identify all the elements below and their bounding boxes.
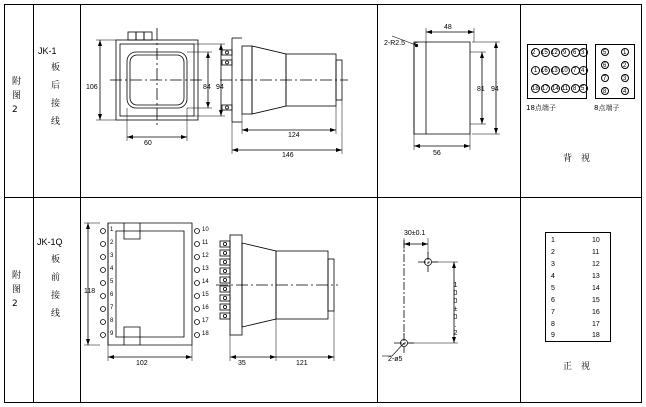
right-terminal-number: 15 <box>202 292 209 298</box>
terminal-number: 7 <box>573 68 577 74</box>
terminal-number: 3 <box>581 50 585 56</box>
right-terminal-number: 11 <box>202 240 209 246</box>
r1c3-dim-r25: 2-R2.5 <box>384 40 406 47</box>
right-terminal-number: 12 <box>202 253 209 259</box>
terminal-number: 11 <box>562 86 569 92</box>
r2c4-dim-100: 100±0.2 <box>452 282 459 338</box>
terminal-number: 5 <box>603 50 607 56</box>
left-terminal-number: 5 <box>110 279 114 285</box>
frame-bottom <box>4 402 642 403</box>
right-terminal-number: 14 <box>202 279 209 285</box>
r2c3-dim-35: 35 <box>238 360 246 367</box>
terminal-number: 13 <box>551 68 558 74</box>
terminal-number: 14 <box>552 86 559 92</box>
r1c3-dim-56: 56 <box>433 150 441 157</box>
terminal-number: 10 <box>561 68 568 74</box>
left-terminal-number: 2 <box>110 240 114 246</box>
table-right-number: 13 <box>592 273 600 280</box>
r1c2-dim-146: 146 <box>282 152 294 159</box>
table-right-number: 14 <box>592 285 600 292</box>
table-left-number: 7 <box>551 309 555 316</box>
left-terminal-number: 3 <box>110 253 114 259</box>
terminal-number: 1 <box>623 50 627 56</box>
terminal-number: 15 <box>541 50 548 56</box>
table-right-number: 17 <box>592 321 600 328</box>
table-left-number: 8 <box>551 321 555 328</box>
table-right-number: 12 <box>592 261 600 268</box>
r1c2-dim-124: 124 <box>288 132 300 139</box>
row2-title-line-0: JK-1Q <box>37 237 63 247</box>
r1c3-dim-81: 81 <box>477 86 485 93</box>
row2-title-line-3: 接 <box>51 291 61 301</box>
table-left-number: 9 <box>551 332 555 339</box>
table-left-number: 2 <box>551 249 555 256</box>
r2c3-dim-121: 121 <box>296 360 308 367</box>
frame-top <box>4 4 642 5</box>
row1-sheet-label-line-0: 附 <box>12 77 22 87</box>
right-terminal-number: 18 <box>202 331 209 337</box>
left-terminal-number: 4 <box>110 266 114 272</box>
frame-left <box>4 4 5 402</box>
terminal-number: 6 <box>573 50 577 56</box>
r1c2-dim-84: 84 <box>203 84 211 91</box>
terminal-number: 7 <box>603 76 607 82</box>
right-terminal-number: 13 <box>202 266 209 272</box>
terminal-number: 5 <box>581 86 585 92</box>
left-terminal-number: 8 <box>110 318 114 324</box>
r1c2-drawing <box>80 10 380 200</box>
row1-title-line-4: 线 <box>51 117 61 127</box>
r1c3-dim-48: 48 <box>444 24 452 31</box>
r1c2-dim-60: 60 <box>144 140 152 147</box>
frame-right <box>641 4 642 402</box>
row2-sheet-label-line-1: 图 <box>12 285 22 295</box>
table-left-number: 3 <box>551 261 555 268</box>
r2c2-drawing <box>80 205 380 395</box>
right-terminal-number: 10 <box>202 227 209 233</box>
terminal-number: 1 <box>534 68 538 74</box>
table-right-number: 15 <box>592 297 600 304</box>
row1-sheet-label-line-1: 图 <box>12 91 22 101</box>
terminal-number: 6 <box>603 63 607 69</box>
row1-sheet-label-line-2: 2 <box>12 105 18 115</box>
table-right-number: 10 <box>592 237 600 244</box>
terminal-number: 12 <box>551 50 558 56</box>
row1-title-line-0: JK-1 <box>38 46 57 56</box>
r1c3-dim-94: 94 <box>491 86 499 93</box>
terminal-number: 4 <box>581 68 585 74</box>
row2-title-line-4: 线 <box>51 309 61 319</box>
r2c2-dim-102: 102 <box>136 360 148 367</box>
r2c4-dim-hole: 2-ø5 <box>388 356 403 363</box>
terminal-number: 18 <box>532 86 539 92</box>
row2-title-line-2: 前 <box>51 273 61 283</box>
row1-title-line-2: 后 <box>51 81 61 91</box>
terminal-number: 17 <box>542 86 549 92</box>
table-left-number: 5 <box>551 285 555 292</box>
table-right-number: 18 <box>592 332 600 339</box>
row2-sheet-label-line-0: 附 <box>12 271 22 281</box>
group-18-label: 18点端子 <box>526 104 556 112</box>
group-8-label: 8点端子 <box>594 104 620 112</box>
row1-title-line-1: 板 <box>51 63 61 73</box>
r1c2-dim-106: 106 <box>86 84 98 91</box>
row1-title-line-3: 接 <box>51 99 61 109</box>
r2c2-dim-118: 118 <box>84 288 96 295</box>
table-left-number: 1 <box>551 237 555 244</box>
left-terminal-number: 9 <box>110 331 114 337</box>
terminal-number: 3 <box>623 76 627 82</box>
table-left-number: 6 <box>551 297 555 304</box>
terminal-number: 8 <box>573 86 577 92</box>
right-terminal-number: 17 <box>202 318 209 324</box>
row2-sheet-label-line-2: 2 <box>12 299 18 309</box>
terminal-number: 16 <box>541 68 548 74</box>
left-terminal-number: 6 <box>110 292 114 298</box>
r1c2-dim-94: 94 <box>216 84 224 91</box>
row2-title-line-1: 板 <box>51 255 61 265</box>
col-divider-1 <box>33 4 34 402</box>
left-terminal-number: 7 <box>110 305 114 311</box>
terminal-number: 2 <box>532 50 536 56</box>
right-terminal-number: 16 <box>202 305 209 311</box>
terminal-number: 8 <box>603 89 607 95</box>
terminal-number: 2 <box>623 63 627 69</box>
terminal-number: 9 <box>563 50 567 56</box>
terminal-number: 4 <box>623 89 627 95</box>
left-terminal-number: 1 <box>110 227 114 233</box>
front-view-label: 正 视 <box>563 362 591 372</box>
r2c4-dim-30: 30±0.1 <box>404 230 426 237</box>
table-right-number: 16 <box>592 309 600 316</box>
table-left-number: 4 <box>551 273 555 280</box>
rear-view-label: 背 视 <box>563 154 591 164</box>
table-right-number: 11 <box>592 249 600 256</box>
